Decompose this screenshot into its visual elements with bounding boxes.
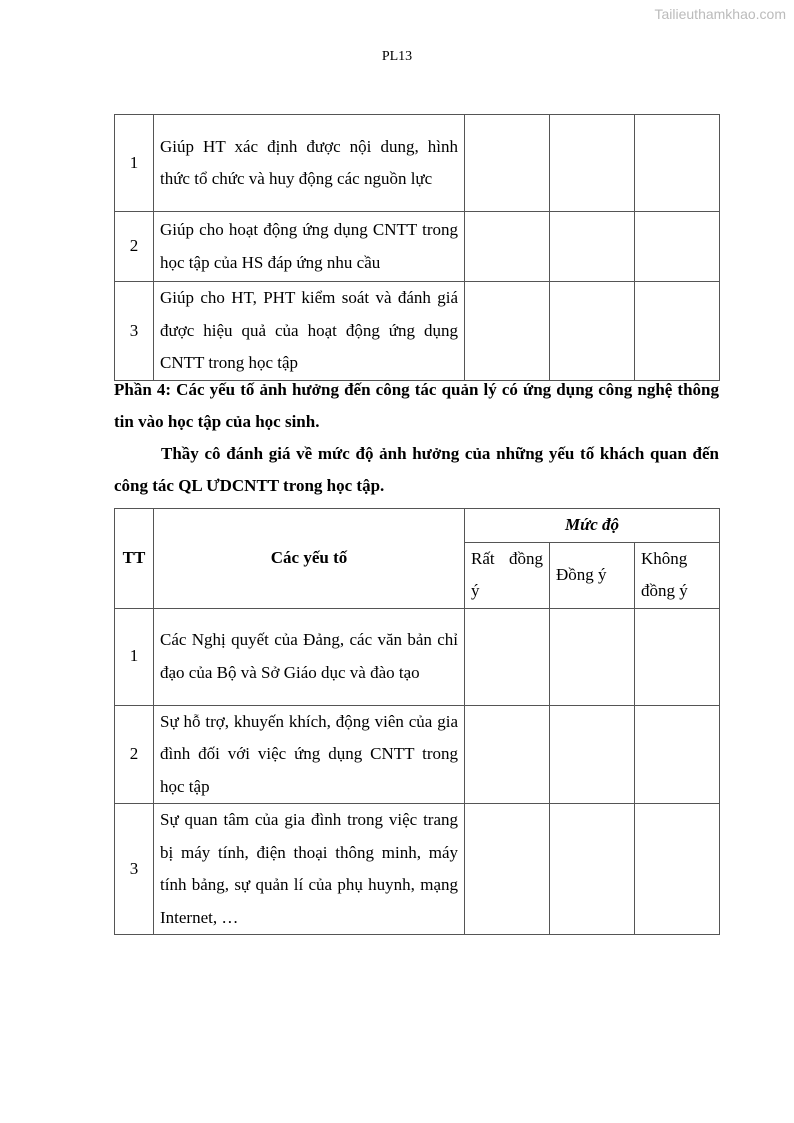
header-strongly-agree: Rất đồng ý	[465, 542, 550, 608]
header-factor: Các yếu tố	[154, 509, 465, 609]
header-level: Mức độ	[465, 509, 720, 543]
row-text: Sự quan tâm của gia đình trong việc trang bị máy tính, điện thoại thông minh, máy tính bảng, sự quản lí của phụ huynh, mạng Internet, …	[154, 804, 465, 935]
answer-cell[interactable]	[550, 282, 635, 381]
answer-cell[interactable]	[635, 282, 720, 381]
row-text: Giúp cho hoạt động ứng dụng CNTT trong học tập của HS đáp ứng nhu cầu	[154, 212, 465, 282]
row-number: 2	[115, 705, 154, 804]
table-row	[115, 282, 720, 381]
table-row	[115, 705, 720, 804]
header-tt: TT	[115, 509, 154, 609]
row-text: Sự hỗ trợ, khuyến khích, động viên của gia đình đối với việc ứng dụng CNTT trong học tập	[154, 705, 465, 804]
answer-cell[interactable]	[550, 705, 635, 804]
answer-cell[interactable]	[465, 115, 550, 212]
answer-cell[interactable]	[465, 282, 550, 381]
answer-cell[interactable]	[635, 212, 720, 282]
row-number: 1	[115, 608, 154, 705]
row-number: 3	[115, 804, 154, 935]
header-disagree: Không đồng ý	[635, 542, 720, 608]
answer-cell[interactable]	[635, 115, 720, 212]
watermark: Tailieuthamkhao.com	[654, 6, 786, 22]
page-label: PL13	[381, 49, 413, 64]
answer-cell[interactable]	[465, 804, 550, 935]
answer-cell[interactable]	[550, 212, 635, 282]
instruction-text: Thầy cô đánh giá về mức độ ảnh hưởng của những yếu tố khách quan đến công tác QL ƯDCNTT trong học tập.	[114, 444, 719, 495]
section-heading: Phần 4: Các yếu tố ảnh hưởng đến công tác quản lý có ứng dụng công nghệ thông tin vào học tập của học sinh.	[114, 380, 719, 431]
row-number: 3	[115, 282, 154, 381]
answer-cell[interactable]	[635, 608, 720, 705]
answer-cell[interactable]	[550, 804, 635, 935]
row-text: Giúp HT xác định được nội dung, hình thức tổ chức và huy động các nguồn lực	[154, 115, 465, 212]
row-number: 1	[115, 115, 154, 212]
answer-cell[interactable]	[550, 608, 635, 705]
answer-cell[interactable]	[550, 115, 635, 212]
table-row	[115, 804, 720, 935]
table-row	[115, 212, 720, 282]
row-number: 2	[115, 212, 154, 282]
factors-table	[114, 508, 720, 935]
answer-cell[interactable]	[635, 705, 720, 804]
answer-cell[interactable]	[465, 608, 550, 705]
header-agree: Đồng ý	[550, 542, 635, 608]
table-row	[115, 608, 720, 705]
row-text: Giúp cho HT, PHT kiểm soát và đánh giá được hiệu quả của hoạt động ứng dụng CNTT trong học tập	[154, 282, 465, 381]
table-row	[115, 115, 720, 212]
evaluation-table-continued	[114, 114, 720, 381]
answer-cell[interactable]	[465, 212, 550, 282]
answer-cell[interactable]	[465, 705, 550, 804]
row-text: Các Nghị quyết của Đảng, các văn bản chỉ đạo của Bộ và Sở Giáo dục và đào tạo	[154, 608, 465, 705]
answer-cell[interactable]	[635, 804, 720, 935]
